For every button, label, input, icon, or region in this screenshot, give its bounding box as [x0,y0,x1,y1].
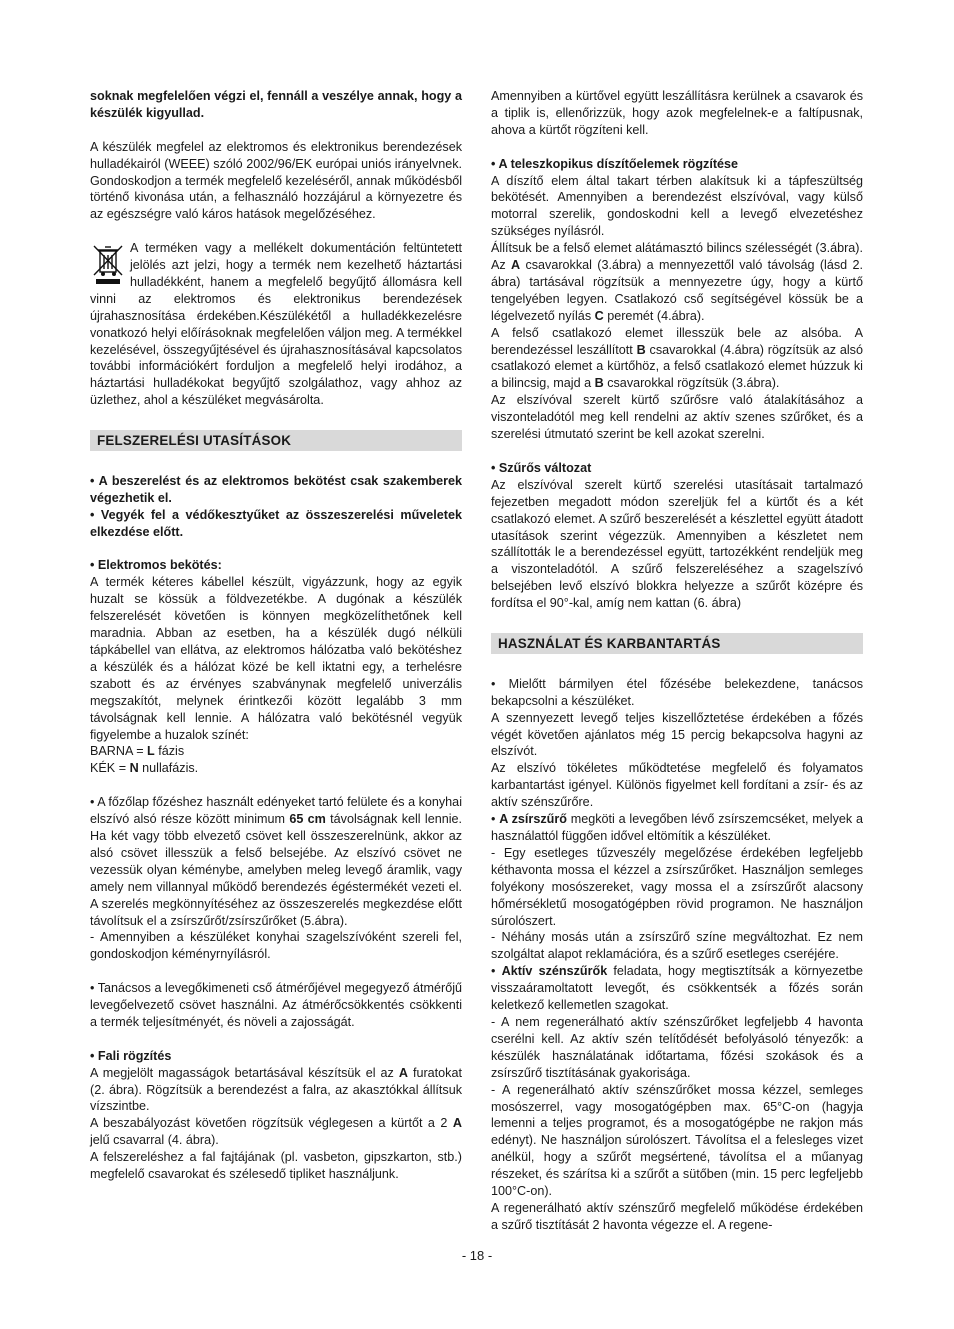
paragraph: A felső csatlakozó elemet illesszük bele az alsóba. A berendezéssel leszállított B csavarokkal (4.ábra) rögzítsük az alsó csatlakozó elemet a kürtőhöz, a felső csatlakozó elemet húzzuk ki a bilincsig, majd a B csavarokkal rögzítsük (3.ábra). [491,325,863,391]
paragraph: - A nem regenerálható aktív szénszűrőket legfeljebb 4 havonta cserélni kell. Az aktív szén telítődését befolyásoló tényezők: a készülék használatának időtartama, főzési szokások és a zsírszűrő tisztításának gyakorisága. [491,1014,863,1080]
paragraph: • Vegyék fel a védőkesztyűket az összeszerelési műveletek elkezdése előtt. [90,507,462,539]
paragraph: Állítsuk be a felső elemet alátámasztó bilincs szélességét (3.ábra). Az A csavarokkal (3.ábra) a mennyezettől való távolság (lásd 2. ábra) tartásával rögzítsük a mennyezetre úgy, hogy a kürtő tengelyében legyen. Csatlakozó cső segítségével kössük be a légelvezető nyílás C peremét (4.ábra). [491,241,863,323]
paragraph: - A regenerálható aktív szénszűrőket mossa kézzel, semleges mosószerrel, vagy mosogatógépben max. 65°C-on (hagyja lemenni a teljes programot, és a mosogatógépbe ne rakjon más edényt). Ne használjon súrolószert. Távolítsa el a felesleges vizet anélkül, hogy a szűrőt megsértené, távolítsa el a műanyag részeket, és szárítsa ki a szűrőt a sütőben (min. 15 perc legfeljebb 100°C-on). [491,1082,863,1199]
paragraph: Amennyiben a kürtővel együtt leszállításra kerülnek a csavarok és a tiplik is, ellenőrizzük, hogy azok megfelelnek-e a faltípusnak, ahova a kürtőt rögzíteni kell. [491,89,863,137]
paragraph: KÉK = N nullafázis. [90,761,199,776]
paragraph: A megjelölt magasságok betartásával készítsük el az A furatokat (2. ábra). Rögzítsük a berendezést a falra, az akasztókkal állítsuk vízszintbe. [90,1065,462,1114]
paragraph: Az elszívó tökéletes működtetése megfelelő és folyamatos karbantartást igényel. Különös figyelmet kell fordítani a zsír- és az aktív szénszűrőre. [491,761,863,810]
paragraph: soknak megfelelően végzi el, fennáll a veszélye annak, hogy a készülék kigyullad. [90,89,462,120]
paragraph: A beszabályozást követően rögzítsük véglegesen a kürtőt a 2 A jelű csavarral (4. ábra). [90,1116,462,1148]
weee-notice [90,240,462,409]
subheading: • Elektromos bekötés: [90,558,222,573]
crossed-out-wheelie-bin-icon [90,242,126,286]
paragraph: • A főzőlap főzéshez használt edényeket tartó felülete és a konyhai elszívó alsó része között minimum 65 cm távolságnak kell lennie. Ha két vagy több elvezető csövet kell összeszerelnünk, akkor az alsó csövet illesszük a felső belsejébe. Az elszívó csövet ne vezessük olyan kéménybe, amelyben meleg levegő áramlik, vagy amely nem villannyal működő berendezés égéstermékét vezeti el. A szerelés megkönnyítéséhez az összeszerelés megkezdése előtt távolítsuk el a zsírszűrőt/zsírszűrőket (5.ábra). [90,795,463,928]
paragraph: • Aktív szénszűrők feladata, hogy megtisztítsák a környezetbe visszaáramoltatott levegőt, és csökkentsék a főzés során keletkező kellemetlen szagokat. [491,964,863,1013]
paragraph: A készülék megfelel az elektromos és elektronikus berendezések hulladékairól (WEEE) szóló 2002/96/EK európai uniós irányelvnek. Gondoskodjon a termék megfelelő kezeléséről, annak működésből történő kivonása után, a felhasználó hozzájárul a környezetre és az egészségre való káros hatások megelőzéséhez. [90,139,462,222]
paragraph: • A zsírszűrő megköti a levegőben lévő zsírszemcséket, melyek a használattól függően idővel eltömítik a készüléket. [491,812,863,843]
subheading: • Szűrős változat [491,460,592,475]
paragraph: - Amennyiben a készüléket konyhai szagelszívóként szereli fel, gondoskodjon kéményrnyílásról. [90,930,462,962]
paragraph: Az elszívóval szerelt kürtő szűrősre való átalakításához a viszonteladótól meg kell rendelni az aktív szenes szűrőket, és a szerelési útmutató szerint be kell azokat szerelni. [491,393,863,442]
right-column [491,88,863,1234]
paragraph: • Mielőtt bármilyen étel főzésébe belekezdene, tanácsos bekapcsolni a készüléket. [491,676,863,708]
page-number: - 18 - [461,1248,493,1263]
paragraph: A szennyezett levegő teljes kiszellőztetése érdekében a főzés végét követően ajánlatos még 15 percig bekapcsolva hagyni az elszívót. [491,710,863,759]
paragraph: A termék kéteres kábellel készült, vigyázzunk, hogy az egyik huzalt se kössük a földvezetékbe. A dugónak a készülék felszerelését követően is könnyen megközelíthetőnek kell maradnia. Abban az esetben, ha a készülék dugó nélküli tápkábellel van ellátva, az elektromos hálózatba való bekötéshez a készülék és a hálózat közé be kell iktatni egy, a terhelésre szabott és az érvényes szabványnak megfelelő univerzális megszakítót, melynek érintkezői között legalább 3 mm távolságnak kell lennie. A hálózatra való bekötésnél vegyük figyelembe a huzalok színét: [90,575,462,742]
paragraph: - Néhány mosás után a zsírszűrő színe megváltozhat. Ez nem szolgáltat alapot reklamációra, és a szűrő esetleges cseréjére. [491,930,863,962]
subheading: • Fali rögzítés [90,1048,172,1063]
paragraph: A regenerálható aktív szénszűrő megfelelő működése érdekében a szűrő tisztítását 2 havonta végezze el. A regene- [491,1200,863,1232]
paragraph: BARNA = L fázis [90,744,185,759]
section-heading-installation: FELSZERELÉSI UTASÍTÁSOK [90,430,462,451]
paragraph: A díszítő elem által takart térben alakítsuk ki a tápfeszültség bekötését. Amennyiben a berendezést elszívóval, vagy külső motorral szerelik, gondoskodni kell a levegő elvezetéshez szükséges nyílásról. [491,173,863,239]
left-column [90,88,462,1183]
paragraph: A terméken vagy a mellékelt dokumentáción feltüntetett jelölés azt jelzi, hogy a termék nem kezelhető háztartási hulladékként, hanem a megfelelő begyűjtő állomásra kell vinni az elektromos és elektronikus berendezések újrahasznosítása érdekében.Készülékétől a hulladékkezelésre vonatkozó helyi előírásoknak megfelelően váljon meg. A termékkel kezelésével, összegyűjtésével és újrahasznosításával kapcsolatos további információkért forduljon a megfelelő helyi irodához, a háztartási hulladékokat begyűjtő szolgálathoz, vagy ahhoz az üzlethez, ahol a készüléket megvásárolta. [90,241,462,408]
section-heading-use-maintenance: HASZNÁLAT ÉS KARBANTARTÁS [491,633,863,654]
paragraph: • A beszerelést és az elektromos bekötést csak szakemberek végezhetik el. [90,473,462,505]
paragraph: Az elszívóval szerelt kürtő szerelési utasításait tartalmazó fejezetben megadott módon szereljük fel a kürtőt és a két csatlakozó elemet. A szűrő beszerelését a készlettel együtt átadott utasítások szerint végezzük. Amennyiben a készletet nem szállították le a berendezéssel együtt, tartozékként rendeljük meg a viszonteladótól. A szűrő felszereléséhez a szagelszívó belsejében levő elszívó blokkra helyezze a szűrőt középre és fordítsa el 90°-kal, amíg nem kattan (6. ábra) [491,477,863,611]
paragraph: - Egy esetleges tűzveszély megelőzése érdekében legfeljebb kéthavonta mossa el kézzel a zsírszűrőket. Használjon semleges folyékony mosószereket, vagy mossa el a zsírszűrőt alacsony hőmérsékletű mosogatógépben rövid programon. Ne használjon súrolószert. [491,845,863,928]
paragraph: A felszereléshez a fal fajtájának (pl. vasbeton, gipszkarton, stb.) megfelelő csavarokat és szélesedő tipliket használjunk. [90,1150,462,1182]
subheading: • A teleszkopikus díszítőelemek rögzítése [491,156,739,171]
paragraph: • Tanácsos a levegőkimeneti cső átmérőjével megegyező átmérőjű levegőelvezető csövet használni. Az átmérőcsökkentés csökkenti a termék teljesítményét, és növeli a zajosságát. [90,981,462,1029]
